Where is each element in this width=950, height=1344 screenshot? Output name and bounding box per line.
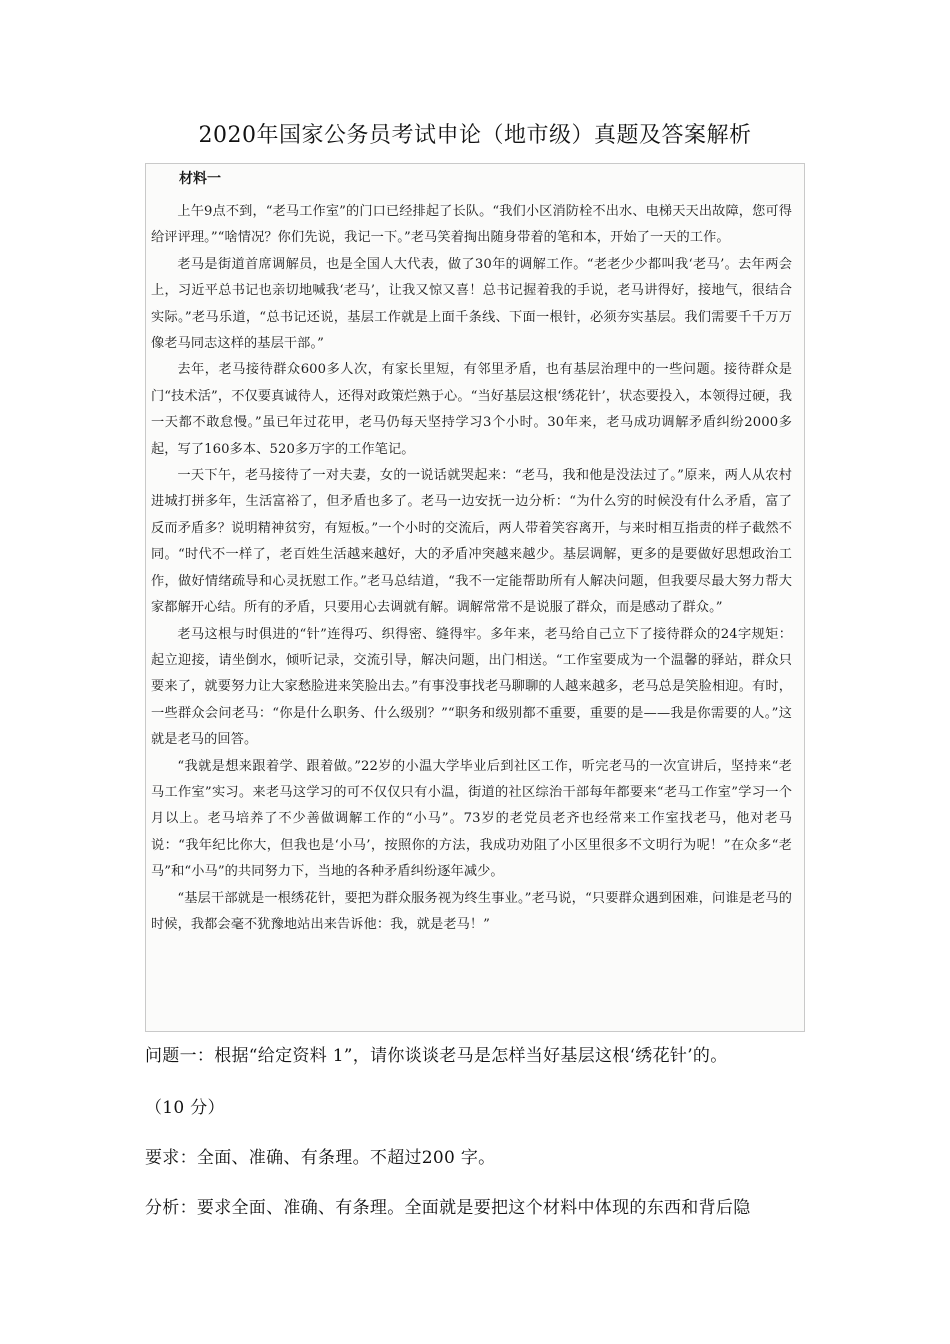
material-heading: 材料一	[179, 171, 221, 187]
material-paragraph: 老马是街道首席调解员，也是全国人大代表，做了30年的调解工作。“老老少少都叫我‘老马’。去年两会上，习近平总书记也亲切地喊我‘老马’，让我又惊又喜！总书记握着我的手说，老马讲得好，接地气，很结合实际。”老马乐道，“总书记还说，基层工作就是上面千条线、下面一根针，必须夯实基层。我们需要千千万万像老马同志这样的基层干部。”	[151, 256, 792, 352]
question-analysis: 分析：要求全面、准确、有条理。全面就是要把这个材料中体现的东西和背后隐	[145, 1198, 751, 1218]
material-paragraph: 一天下午，老马接待了一对夫妻，女的一说话就哭起来：“老马，我和他是没法过了。”原来，两人从农村进城打拼多年，生活富裕了，但矛盾也多了。老马一边安抚一边分析：“为什么穷的时候没有什么矛盾，富了反而矛盾多？说明精神贫穷，有短板。”一个小时的交流后，两人带着笑容离开，与来时相互指责的样子截然不同。“时代不一样了，老百姓生活越来越好，大的矛盾冲突越来越少。基层调解，更多的是要做好思想政治工作，做好情绪疏导和心灵抚慰工作。”老马总结道，“我不一定能帮助所有人解决问题，但我要尽最大努力帮大家都解开心结。所有的矛盾，只要用心去调就有解。调解常常不是说服了群众，而是感动了群众。”	[151, 468, 792, 616]
material-paragraph: 上午9点不到，“老马工作室”的门口已经排起了长队。“我们小区消防栓不出水、电梯天天出故障，您可得给评评理。”“啥情况？你们先说，我记一下。”老马笑着掏出随身带着的笔和本，开始了一天的工作。	[151, 204, 792, 246]
material-scan-image	[145, 163, 805, 1032]
question-requirement: 要求：全面、准确、有条理。不超过200 字。	[145, 1148, 496, 1168]
material-paragraph: “我就是想来跟着学、跟着做。”22岁的小温大学毕业后到社区工作，听完老马的一次宣讲后，坚持来“老马工作室”实习。来老马这学习的可不仅仅只有小温，街道的社区综治干部每年都要来“老马工作室”学习一个月以上。老马培养了不少善做调解工作的“小马”。73岁的老党员老齐也经常来工作室找老马，他对老马说：“我年纪比你大，但我也是‘小马’，按照你的方法，我成功劝阻了小区里很多不文明行为呢！”在众多“老马”和“小马”的共同努力下，当地的各种矛盾纠纷逐年减少。	[151, 758, 792, 880]
material-paragraph: 去年，老马接待群众600多人次，有家长里短，有邻里矛盾，也有基层治理中的一些问题。接待群众是门“技术活”，不仅要真诚待人，还得对政策烂熟于心。“当好基层这根‘绣花针’，状态要投入，本领得过硬，我一天都不敢怠慢。”虽已年过花甲，老马仍每天坚持学习3个小时。30年来，老马成功调解矛盾纠纷2000多起，写了160多本、520多万字的工作笔记。	[151, 362, 792, 457]
material-paragraph: “基层干部就是一根绣花针，要把为群众服务视为终生事业。”老马说，“只要群众遇到困难，问谁是老马的时候，我都会毫不犹豫地站出来告诉他：我，就是老马！”	[151, 890, 792, 932]
question-prompt: 问题一：根据“给定资料 1”，请你谈谈老马是怎样当好基层这根‘绣花针’的。	[145, 1046, 728, 1066]
page-title: 2020年国家公务员考试申论（地市级）真题及答案解析	[198, 123, 752, 148]
question-points: （10 分）	[145, 1098, 225, 1118]
material-paragraph: 老马这根与时俱进的“针”连得巧、织得密、缝得牢。多年来，老马给自己立下了接待群众的24字规矩：起立迎接，请坐倒水，倾听记录，交流引导，解决问题，出门相送。“工作室要成为一个温馨的驿站，群众只要来了，就要努力让大家愁脸进来笑脸出去。”有事没事找老马聊聊的人越来越多，老马总是笑脸相迎。有时，一些群众会问老马：“你是什么职务、什么级别？”“职务和级别都不重要，重要的是——我是你需要的人。”这就是老马的回答。	[151, 626, 792, 748]
